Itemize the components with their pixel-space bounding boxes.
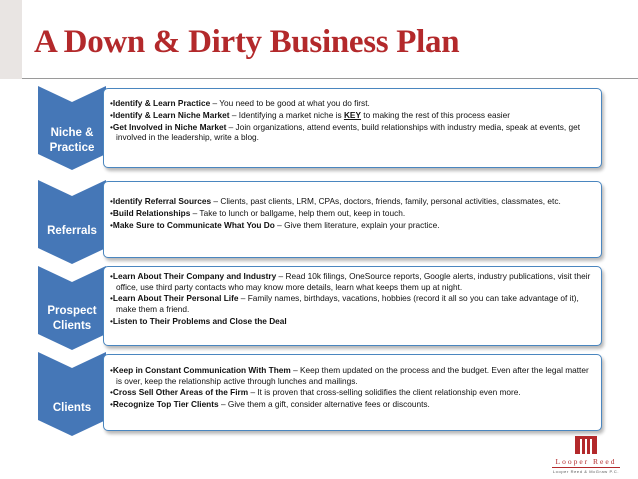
bullet-text: – Join organizations, attend events, build relationships with industry media, speak at events, get involved in the leadership, write a blog. bbox=[116, 121, 581, 143]
bullet-heading: Identify & Learn Practice bbox=[112, 98, 211, 108]
left-accent-bar bbox=[0, 0, 22, 79]
bullet-item: •Learn About Their Personal Life – Family names, birthdays, vacations, hobbies (record it all so you can take advantage of it), make them a friend. bbox=[110, 293, 579, 314]
bullet-item: •Build Relationships – Take to lunch or ballgame, help them out, keep in touch. bbox=[110, 207, 406, 218]
bullet-heading: Cross Sell Other Areas of the Firm bbox=[112, 387, 249, 398]
chevron-label bbox=[38, 224, 106, 239]
bullet-heading: Get Involved in Niche Market bbox=[112, 121, 227, 132]
bullet-text: – It is proven that cross-selling solidifies the client relationship even more. bbox=[248, 387, 521, 398]
chevron-shape bbox=[38, 352, 106, 436]
bullet-heading: Recognize Top Tier Clients bbox=[112, 399, 219, 410]
chevron-label-line: Practice bbox=[49, 142, 95, 154]
bullet-text: – Family names, birthdays, vacations, hobbies (record it all so you can take advantage of it), make them a friend. bbox=[116, 293, 579, 314]
section-panel-niche-practice bbox=[103, 88, 602, 168]
bullet-heading: Identify Referral Sources bbox=[112, 196, 212, 206]
logo-mark-icon bbox=[575, 436, 597, 454]
chevron-label bbox=[38, 304, 106, 334]
section-panel-prospect-clients bbox=[103, 266, 602, 346]
bullet-heading: Learn About Their Company and Industry bbox=[112, 271, 277, 281]
chevron-shape bbox=[38, 180, 106, 264]
bullet-heading: Learn About Their Personal Life bbox=[112, 293, 239, 304]
bullet-text: – Give them literature, explain your practice. bbox=[274, 219, 440, 230]
chevron-niche-practice bbox=[38, 86, 106, 170]
bullet-text: – You need to be good at what you do first. bbox=[210, 98, 370, 108]
logo-divider bbox=[552, 467, 620, 468]
bullet-text: to making the rest of this process easier bbox=[361, 109, 510, 120]
chevron-label-line: Prospect bbox=[47, 305, 97, 317]
bullet-text: – Keep them updated on the process and the budget. Even after the legal matter is over, keep the relationship active through lunches and mailings. bbox=[116, 365, 589, 386]
bullet-item: •Keep in Constant Communication With Them – Keep them updated on the process and the budget. Even after the legal matter is over, keep the relationship active through lunches and mailings. bbox=[110, 365, 589, 386]
chevron-clients bbox=[38, 352, 106, 436]
chevron-label bbox=[38, 126, 106, 156]
chevron-label-line: Clients bbox=[52, 402, 92, 414]
bullet-item: •Identify & Learn Practice – You need to be good at what you do first. bbox=[110, 98, 370, 108]
bullet-text: – Give them a gift, consider alternative fees or discounts. bbox=[218, 399, 430, 410]
bullet-item: •Listen to Their Problems and Close the Deal bbox=[110, 315, 287, 326]
slide-title: A Down & Dirty Business Plan bbox=[34, 24, 460, 60]
bullet-text: – Take to lunch or ballgame, help them out, keep in touch. bbox=[190, 207, 406, 218]
logo-subtitle: Looper Reed & McGraw P.C. bbox=[552, 469, 620, 474]
bullet-heading: Build Relationships bbox=[112, 207, 191, 218]
bullet-heading: Identify & Learn Niche Market bbox=[112, 109, 230, 120]
bullet-heading: Listen to Their Problems and Close the Deal bbox=[112, 315, 287, 326]
chevron-referrals bbox=[38, 180, 106, 264]
bullet-item: •Recognize Top Tier Clients – Give them a gift, consider alternative fees or discounts. bbox=[110, 399, 430, 410]
key-emphasis: KEY bbox=[343, 109, 361, 120]
bullet-text: – Identifying a market niche is bbox=[229, 109, 344, 120]
chevron-label-line: Referrals bbox=[47, 225, 97, 237]
looper-reed-logo bbox=[548, 436, 624, 474]
chevron-label-line: Clients bbox=[52, 320, 92, 332]
bullet-item: •Get Involved in Niche Market – Join organizations, attend events, build relationships with industry media, speak at events, get involved in the leadership, write a blog. bbox=[110, 121, 581, 143]
section-panel-referrals bbox=[103, 181, 602, 258]
chevron-prospect-clients bbox=[38, 266, 106, 350]
chevron-label bbox=[38, 401, 106, 416]
logo-name: Looper Reed bbox=[555, 457, 617, 466]
bullet-item: •Cross Sell Other Areas of the Firm – It is proven that cross-selling solidifies the client relationship even more. bbox=[110, 387, 521, 398]
bullet-heading: Make Sure to Communicate What You Do bbox=[112, 219, 275, 230]
bullet-heading: Keep in Constant Communication With Them bbox=[112, 365, 291, 375]
bullet-text: – Read 10k filings, OneSource reports, Google alerts, industry publications, visit their office, use third party contacts who may know more details, learn what keeps them up at night. bbox=[116, 271, 591, 292]
chevron-label-line: Niche & bbox=[50, 127, 94, 139]
section-panel-clients bbox=[103, 354, 602, 431]
bullet-item: •Identify Referral Sources – Clients, past clients, LRM, CPAs, doctors, friends, family, personal activities, classmates, etc. bbox=[110, 196, 561, 206]
bullet-text: – Clients, past clients, LRM, CPAs, doctors, friends, family, personal activities, classmates, etc. bbox=[211, 196, 561, 206]
title-underline bbox=[22, 78, 638, 79]
bullet-item: •Identify & Learn Niche Market – Identifying a market niche is KEY to making the rest of this process easier bbox=[110, 109, 510, 120]
bullet-item: •Learn About Their Company and Industry – Read 10k filings, OneSource reports, Google alerts, industry publications, visit their office, use third party contacts who may know more details, learn what keeps them up at night. bbox=[110, 271, 591, 292]
bullet-item: •Make Sure to Communicate What You Do – Give them literature, explain your practice. bbox=[110, 219, 440, 230]
